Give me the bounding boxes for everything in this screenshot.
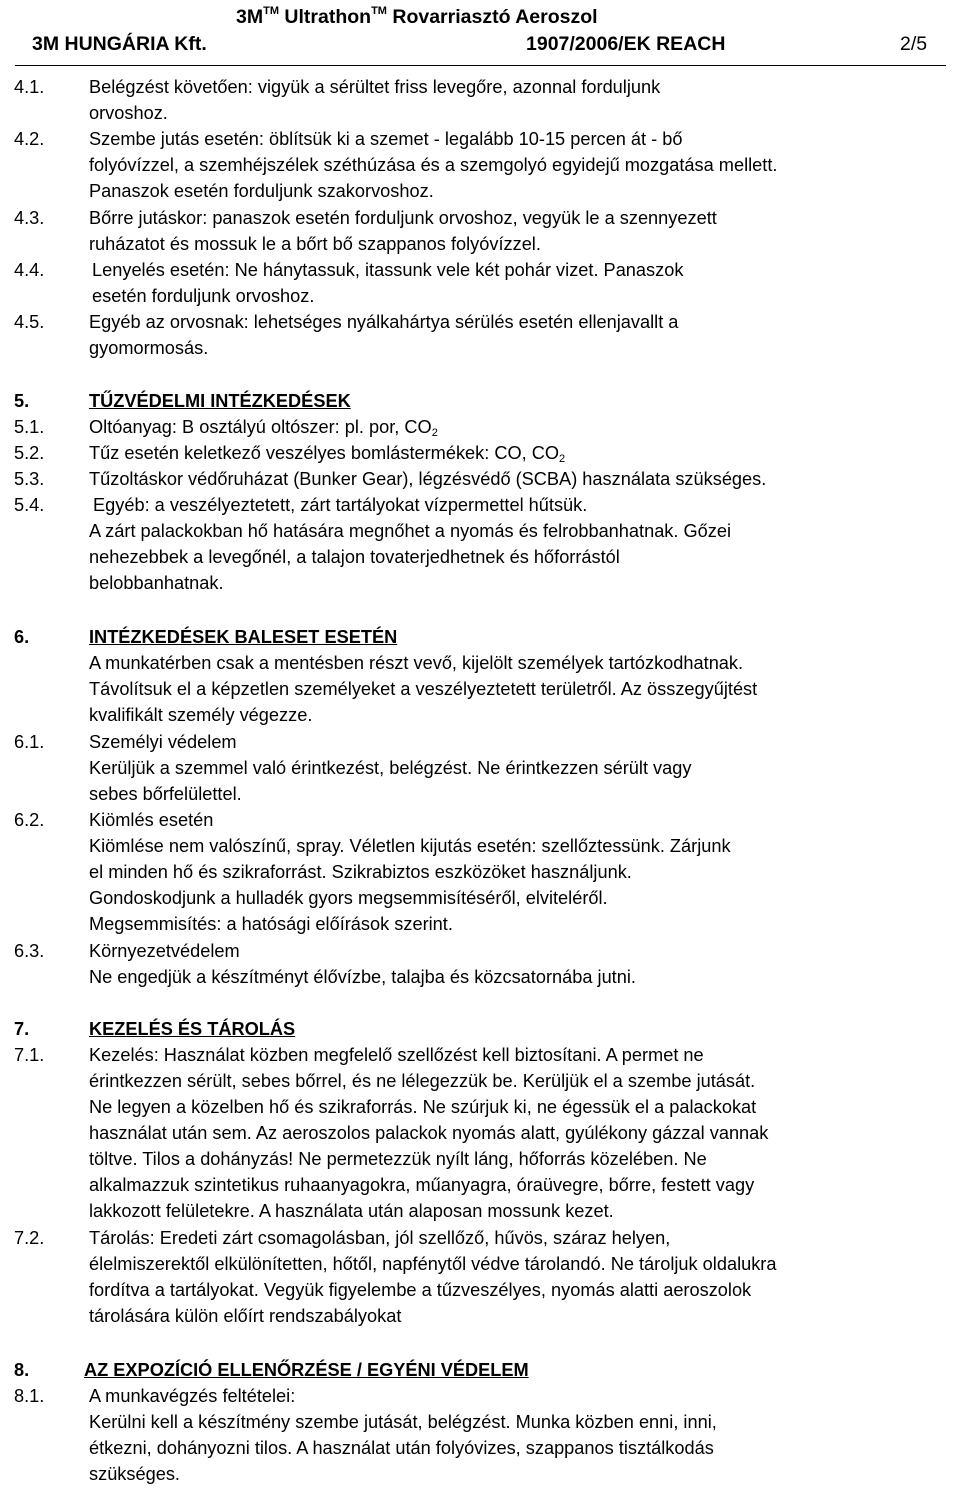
section-number: 7. [14, 1019, 30, 1039]
section-text: Bőrre jutáskor: panaszok esetén forduljunk orvoshoz, vegyük le a szennyezett ruházatot és mossuk le a bőrt bő szappanos folyóvízzel. [89, 208, 717, 254]
trademark-mark: TM [263, 4, 279, 17]
section-number: 4.4. [14, 260, 45, 280]
section-title: TŰZVÉDELMI INTÉZKEDÉSEK [89, 391, 351, 411]
section-number: 8.1. [14, 1386, 45, 1406]
section-text: Egyéb: a veszélyeztetett, zárt tartályokat vízpermettel hűtsük. A zárt palackokban hő hatására megnőhet a nyomás és felrobbanhatnak. Gőzei nehezebbek a levegőnél, a talajon tovaterjedhetnek és hőforrástól belobbanhatnak. [89, 495, 732, 593]
section-title: INTÉZKEDÉSEK BALESET ESETÉN [89, 627, 398, 647]
section-text: Lenyelés esetén: Ne hánytassuk, itassunk vele két pohár vizet. Panaszok esetén forduljunk orvoshoz. [92, 260, 684, 306]
section-text: Szembe jutás esetén: öblítsük ki a szemet - legalább 10-15 percen át - bő folyóvízzel, a szemhéjszélek széthúzása és a szemgolyó egyidejű mozgatása mellett. Panaszok esetén forduljunk szakorvoshoz. [89, 129, 778, 201]
section-number: 5.1. [14, 417, 45, 437]
section-text: Személyi védelem Kerüljük a szemmel való érintkezést, belégzést. Ne érintkezzen sérült vagy sebes bőrfelülettel. [89, 732, 692, 804]
section-number: 7.1. [14, 1045, 45, 1065]
section-number: 6. [14, 627, 30, 647]
section-number: 4.2. [14, 129, 45, 149]
title-brand: 3M [236, 6, 264, 28]
title-product: Ultrathon [284, 6, 372, 28]
section-number: 6.2. [14, 810, 45, 830]
section-text: Környezetvédelem Ne engedjük a készítményt élővízbe, talajba és közcsatornába jutni. [89, 941, 636, 987]
section-number: 6.1. [14, 732, 45, 752]
section-number: 5.4. [14, 495, 45, 515]
section-text: Tárolás: Eredeti zárt csomagolásban, jól szellőző, hűvös, száraz helyen, élelmiszerektől elkülönítetten, hőtől, napfénytől védve tárolandó. Ne tároljuk oldalukra fordítva a tartályokat. Vegyük figyelembe a tűzveszélyes, nyomás alatti aeroszolok tárolására külön előírt rendszabályokat [89, 1228, 777, 1326]
section-text: A munkavégzés feltételei: Kerülni kell a készítmény szembe jutását, belégzést. Munka közben enni, inni, étkezni, dohányozni tilos. A használat után folyóvizes, szappanos tisztálkodás szükséges. [89, 1386, 717, 1484]
title-descriptor: Rovarriasztó Aeroszol [392, 6, 598, 28]
page-number: 2/5 [900, 33, 928, 55]
section-number: 5.3. [14, 469, 45, 489]
section-text: Egyéb az orvosnak: lehetséges nyálkahártya sérülés esetén ellenjavallt a gyomormosás. [89, 312, 679, 358]
trademark-mark: TM [371, 4, 387, 17]
section-text: Kiömlés esetén Kiömlése nem valószínű, spray. Véletlen kijutás esetén: szellőztessünk. Zárjunk el minden hő és szikraforrást. Szikrabiztos eszközöket használjunk. Gondoskodjunk a hulladék gyors megsemmisítéséről, elviteléről. Megsemmisítés: a hatósági előírások szerint. [89, 810, 731, 934]
section-text: Belégzést követően: vigyük a sérültet friss levegőre, azonnal forduljunk orvoshoz. [89, 77, 661, 123]
section-number: 5. [14, 391, 30, 411]
regulation-label: 1907/2006/EK REACH [526, 33, 726, 55]
section-title: AZ EXPOZÍCIÓ ELLENŐRZÉSE / EGYÉNI VÉDELEM [84, 1360, 529, 1380]
section-text: Kezelés: Használat közben megfelelő szellőzést kell biztosítani. A permet ne érintkezzen sérült, sebes bőrrel, és ne lélegezzük be. Kerüljük el a szembe jutását. Ne legyen a közelben hő és szikraforrás. Ne szúrjuk ki, ne égessük el a palackokat használat után sem. Az aeroszolos palackok nyomás alatt, gyúlékony gázzal vannak töltve. Tilos a dohányzás! Ne permetezzük nyílt láng, hőforrás közelében. Ne alkalmazzuk szintetikus ruhaanyagokra, műanyagra, óraüvegre, bőrre, festett vagy lakkozott felületekre. A használata után alaposan mossunk kezet. [89, 1045, 769, 1221]
section-number: 7.2. [14, 1228, 45, 1248]
section-number: 4.5. [14, 312, 45, 332]
section-text: Tűz esetén keletkező veszélyes bomlástermékek: CO, $CO_2$ [89, 443, 566, 465]
section-text: Tűzoltáskor védőruházat (Bunker Gear), légzésvédő (SCBA) használata szükséges. [89, 469, 767, 489]
section-text: INTÉZKEDÉSEK BALESET ESETÉN A munkatérben csak a mentésben részt vevő, kijelölt személyek tartózkodhatnak. Távolítsuk el a képzetlen személyeket a veszélyeztetett területről. Az összegyűjtést kvalifikált személy végezze. [89, 624, 949, 728]
section-title: KEZELÉS ÉS TÁROLÁS [89, 1019, 296, 1039]
section-number: 4.1. [14, 77, 45, 97]
section-number: 5.2. [14, 443, 45, 463]
section-text: Oltóanyag: B osztályú oltószer: pl. por, $CO_2$ [89, 417, 438, 439]
section-number: 6.3. [14, 941, 45, 961]
section-number: 4.3. [14, 208, 45, 228]
section-number: 8. [14, 1360, 30, 1380]
company-name: 3M HUNGÁRIA Kft. [32, 33, 207, 55]
